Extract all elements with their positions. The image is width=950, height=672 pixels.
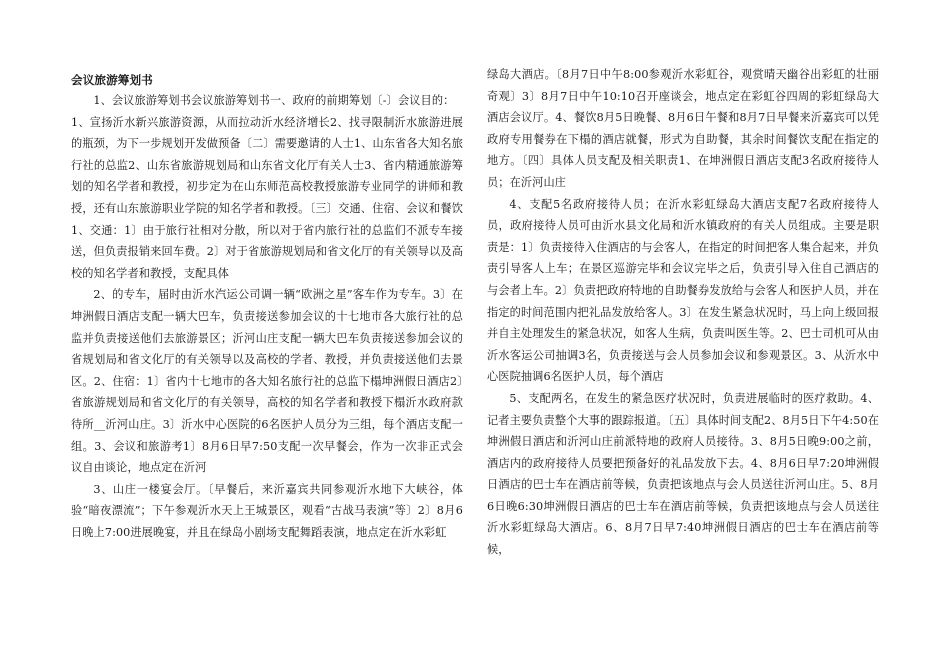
- left-column: [71, 70, 463, 543]
- paragraph: 2、的专车，届时由沂水汽运公司调一辆“欧洲之星”客车作为专车。3〕在坤洲假日酒店支配一辆大巴车，负责接送参加会议的十七地市各大旅行社的总监并负责接送他们去旅游景区；沂河山庄支配一辆大巴车负责接送参加会议的省规划局和省文化厅的有关领导以及高校的学者、教授，并负责接送他们去景区。2、住宿：1〕省内十七地市的各大知名旅行社的总监下榻坤洲假日酒店2〕省旅游规划局和省文化厅的有关领导，高校的知名学者和教授下榻沂水政府款待所__沂河山庄。3〕沂水中心医院的6名医护人员分为三组，每个酒店支配一组。3、会议和旅游考1〕8月6日早7:50支配一次早餐会，作为一次非正式会议自由谈论，地点定在沂河: [71, 288, 463, 475]
- paragraph: 1、宣扬沂水新兴旅游资源，从而拉动沂水经济增长2、找寻限制沂水旅游进展的瓶颈，为下一步规划开发做预备〔二〕需要邀请的人士1、山东省各大知名旅行社的总监2、山东省旅游规划局和山东省文化厅有关人士3、省内精通旅游筹划的知名学者和教授，初步定为在山东师范高校教授旅游专业同学的讲师和教授，还有山东旅游职业学院的知名学者和教授。〔三〕交通、住宿、会议和餐饮1、交通：1〕由于旅行社相对分散，所以对于省内旅行社的总监们不派专车接送，但负责报销来回车费。2〕对于省旅游规划局和省文化厅的有关领导以及高校的知名学者和教授，支配具体: [71, 115, 463, 280]
- right-column: [487, 64, 879, 561]
- paragraph: 3、山庄一楼宴会厅。〔早餐后，来沂嘉宾共同参观沂水地下大峡谷，体验“暗夜漂流”；下午参观沂水天上王城景区，观看“古战马表演”等〕2〕8月6日晚上7:00进展晚宴，并且在绿岛小剧场支配舞蹈表演，地点定在沂水彩虹: [71, 482, 463, 539]
- paragraph: 绿岛大酒店。〔8月7日中午8:00参观沂水彩虹谷，观赏晴天幽谷出彩虹的壮丽奇观〕3〕8月7日中午10:10召开座谈会，地点定在彩虹谷四周的彩虹绿岛大酒店会议厅。4、餐饮8月5日晚餐、8月6日午餐和8月7日早餐来沂嘉宾可以凭政府专用餐券在下榻的酒店就餐，形式为自助餐，其余时间餐饮支配在指定的地方。〔四〕具体人员支配及相关职责1、在坤洲假日酒店支配3名政府接待人员；在沂河山庄: [487, 68, 879, 189]
- paragraph: 5、支配两名，在发生的紧急医疗状况时，负责进展临时的医疗救助。4、记者主要负责整个大事的跟踪报道。〔五〕具体时间支配2、8月5日下午4:50在坤洲假日酒店和沂河山庄前派特地的政府人员接待。3、8月5日晚9:00之前，酒店内的政府接待人员要把预备好的礼品发放下去。4、8月6日早7:20坤洲假日酒店的巴士车在酒店前等候，负责把该地点与会人员送往沂河山庄。5、8月6日晚6:30坤洲假日酒店的巴士车在酒店前等候，负责把该地点与会人员送往沂水彩虹绿岛大酒店。6、8月7日早7:40坤洲假日酒店的巴士车在酒店前等候，: [487, 391, 879, 557]
- document-title: 会议旅游筹划书: [71, 73, 153, 87]
- paragraph: 1、会议旅游筹划书会议旅游筹划书一、政府的前期筹划〔-〕会议目的：: [93, 94, 455, 107]
- paragraph: 4、支配5名政府接待人员；在沂水彩虹绿岛大酒店支配7名政府接待人员，政府接待人员可由沂水县文化局和沂水镇政府的有关人员组成。主要是职责是：1〕负责接待入住酒店的与会客人，在指定的时间把客人集合起来，并负责引导客人上车；在景区巡游完毕和会议完毕之后，负责引导入住自己酒店的与会者上车。2〕负责把政府特地的自助餐券发放给与会客人和医护人员，并在指定的时间范围内把礼品发放给客人。3〕在发生紧急状况时，马上向上级回报并自主处理发生的紧急状况，如客人生病，负责叫医生等。2、巴士司机可从由沂水客运公司抽调3名，负责接送与会人员参加会议和参观景区。3、从沂水中心医院抽调6名医护人员，每个酒店: [487, 197, 879, 384]
